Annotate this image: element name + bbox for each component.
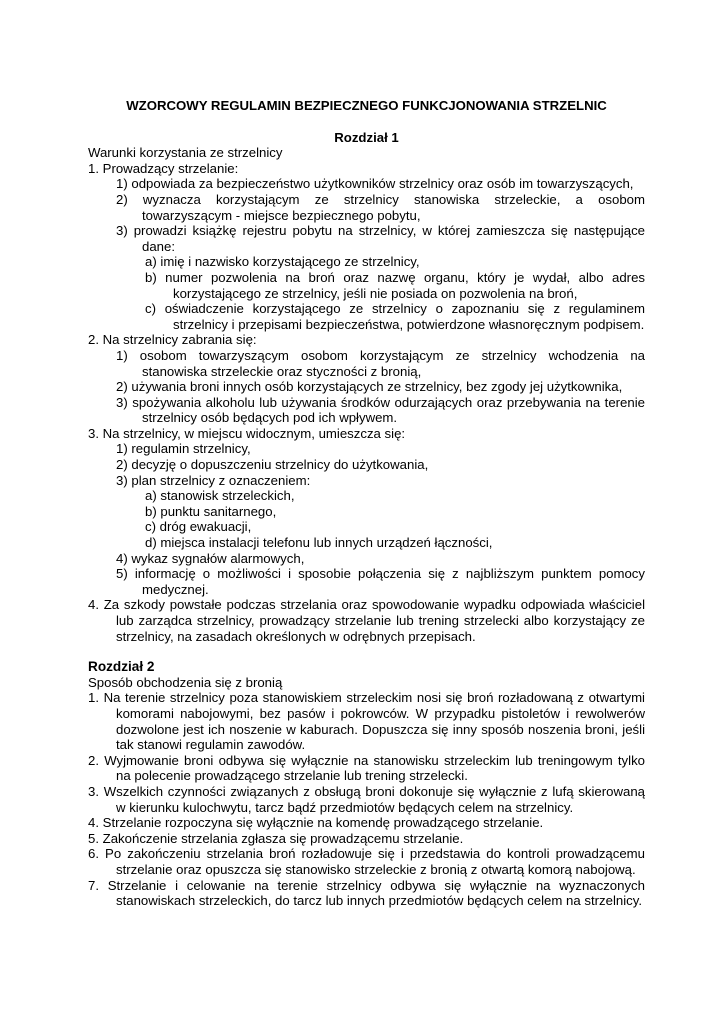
- chapter-2-paragraph-2: 2. Wyjmowanie broni odbywa się wyłącznie na stanowisku strzeleckim lub treningowym tylko na polecenie prowadzącego strzelanie lub trening strzelecki.: [88, 752, 645, 784]
- chapter-2-subtitle: Sposób obchodzenia się z bronią: [88, 674, 283, 690]
- chapter-2-paragraph-6: 6. Po zakończeniu strzelania broń rozładowuje się i przedstawia do kontroli prowadzącemu strzelanie oraz opuszcza się stanowisko strzeleckie z bronią z otwartą komorą nabojową.: [88, 846, 645, 877]
- section-2-item-1: 1) osobom towarzyszącym osobom korzystającym ze strzelnicy wchodzenia na stanowiska strzeleckie oraz styczności z bronią,: [116, 347, 645, 379]
- section-1-item-3: 3) prowadzi książkę rejestru pobytu na strzelnicy, w której zamieszcza się następujące dane:: [116, 223, 645, 254]
- section-3-item-3: 3) plan strzelnicy z oznaczeniem:: [116, 472, 311, 488]
- section-1-item-3a: a) imię i nazwisko korzystającego ze strzelnicy,: [145, 254, 420, 270]
- section-3-item-3a: a) stanowisk strzeleckich,: [145, 488, 295, 504]
- chapter-2-paragraph-5: 5. Zakończenie strzelania zgłasza się prowadzącemu strzelanie.: [88, 830, 464, 846]
- chapter-2-paragraph-4: 4. Strzelanie rozpoczyna się wyłącznie na komendę prowadzącego strzelanie.: [88, 815, 544, 831]
- section-3-item-1: 1) regulamin strzelnicy,: [116, 441, 251, 457]
- section-1-item-2: 2) wyznacza korzystającym ze strzelnicy stanowiska strzeleckie, a osobom towarzyszącym - miejsce bezpiecznego pobytu,: [116, 191, 645, 223]
- section-3-item-3d: d) miejsca instalacji telefonu lub innych urządzeń łączności,: [145, 535, 493, 551]
- section-3-item-5: 5) informację o możliwości i sposobie połączenia się z najbliższym punktem pomocy medycznej.: [116, 566, 645, 597]
- section-4: 4. Za szkody powstałe podczas strzelania oraz spowodowanie wypadku odpowiada właściciel lub zarządca strzelnicy, prowadzący strzelanie lub trening strzelecki albo korzystający ze strzelnicy, na zasadach określonych w odrębnych przepisach.: [88, 597, 645, 644]
- section-3-item-4: 4) wykaz sygnałów alarmowych,: [116, 550, 305, 566]
- chapter-1-heading: Rozdział 1: [334, 129, 399, 145]
- chapter-2-paragraph-3: 3. Wszelkich czynności związanych z obsługą broni dokonuje się wyłącznie z lufą skierowaną w kierunku kulochwytu, tarcz bądź przedmiotów będących celem na strzelnicy.: [88, 783, 645, 815]
- section-1-item-3b: b) numer pozwolenia na broń oraz nazwę organu, który je wydał, albo adres korzystającego ze strzelnicy, jeśli nie posiada on pozwolenia na broń,: [145, 269, 645, 301]
- chapter-2-paragraph-1: 1. Na terenie strzelnicy poza stanowiskiem strzeleckim nosi się broń rozładowaną z otwartymi komorami nabojowymi, bez pasów i pokrowców. W przypadku pistoletów i rewolwerów dozwolone jest ich noszenie w kaburach. Dopuszcza się inny sposób noszenia broni, jeśli tak stanowi regulamin zawodów.: [88, 690, 645, 753]
- chapter-2-paragraph-7: 7. Strzelanie i celowanie na terenie strzelnicy odbywa się wyłącznie na wyznaczonych stanowiskach strzeleckich, do tarcz lub innych przedmiotów będących celem na strzelnicy.: [88, 877, 645, 909]
- section-1-item-1: 1) odpowiada za bezpieczeństwo użytkowników strzelnicy oraz osób im towarzyszących,: [116, 176, 634, 192]
- section-2-item-3: 3) spożywania alkoholu lub używania środków odurzających oraz przebywania na terenie strzelnicy osób będących pod ich wpływem.: [116, 394, 645, 426]
- section-1-item-3c: c) oświadczenie korzystającego ze strzelnicy o zapoznaniu się z regulaminem strzelnicy i przepisami bezpieczeństwa, potwierdzone własnoręcznym podpisem.: [145, 301, 645, 332]
- chapter-2-heading: Rozdział 2: [88, 659, 155, 675]
- section-2-item-2: 2) używania broni innych osób korzystających ze strzelnicy, bez zgody jej użytkownika,: [116, 379, 623, 395]
- section-3-item-3c: c) dróg ewakuacji,: [145, 519, 252, 535]
- section-3-item-3b: b) punktu sanitarnego,: [145, 503, 277, 519]
- section-1-lead: 1. Prowadzący strzelanie:: [88, 160, 239, 176]
- section-2-lead: 2. Na strzelnicy zabrania się:: [88, 332, 257, 348]
- chapter-1-subtitle: Warunki korzystania ze strzelnicy: [88, 145, 283, 161]
- document-title: WZORCOWY REGULAMIN BEZPIECZNEGO FUNKCJONOWANIA STRZELNIC: [126, 98, 607, 113]
- section-3-lead: 3. Na strzelnicy, w miejscu widocznym, umieszcza się:: [88, 425, 406, 441]
- section-3-item-2: 2) decyzję o dopuszczeniu strzelnicy do użytkowania,: [116, 457, 429, 473]
